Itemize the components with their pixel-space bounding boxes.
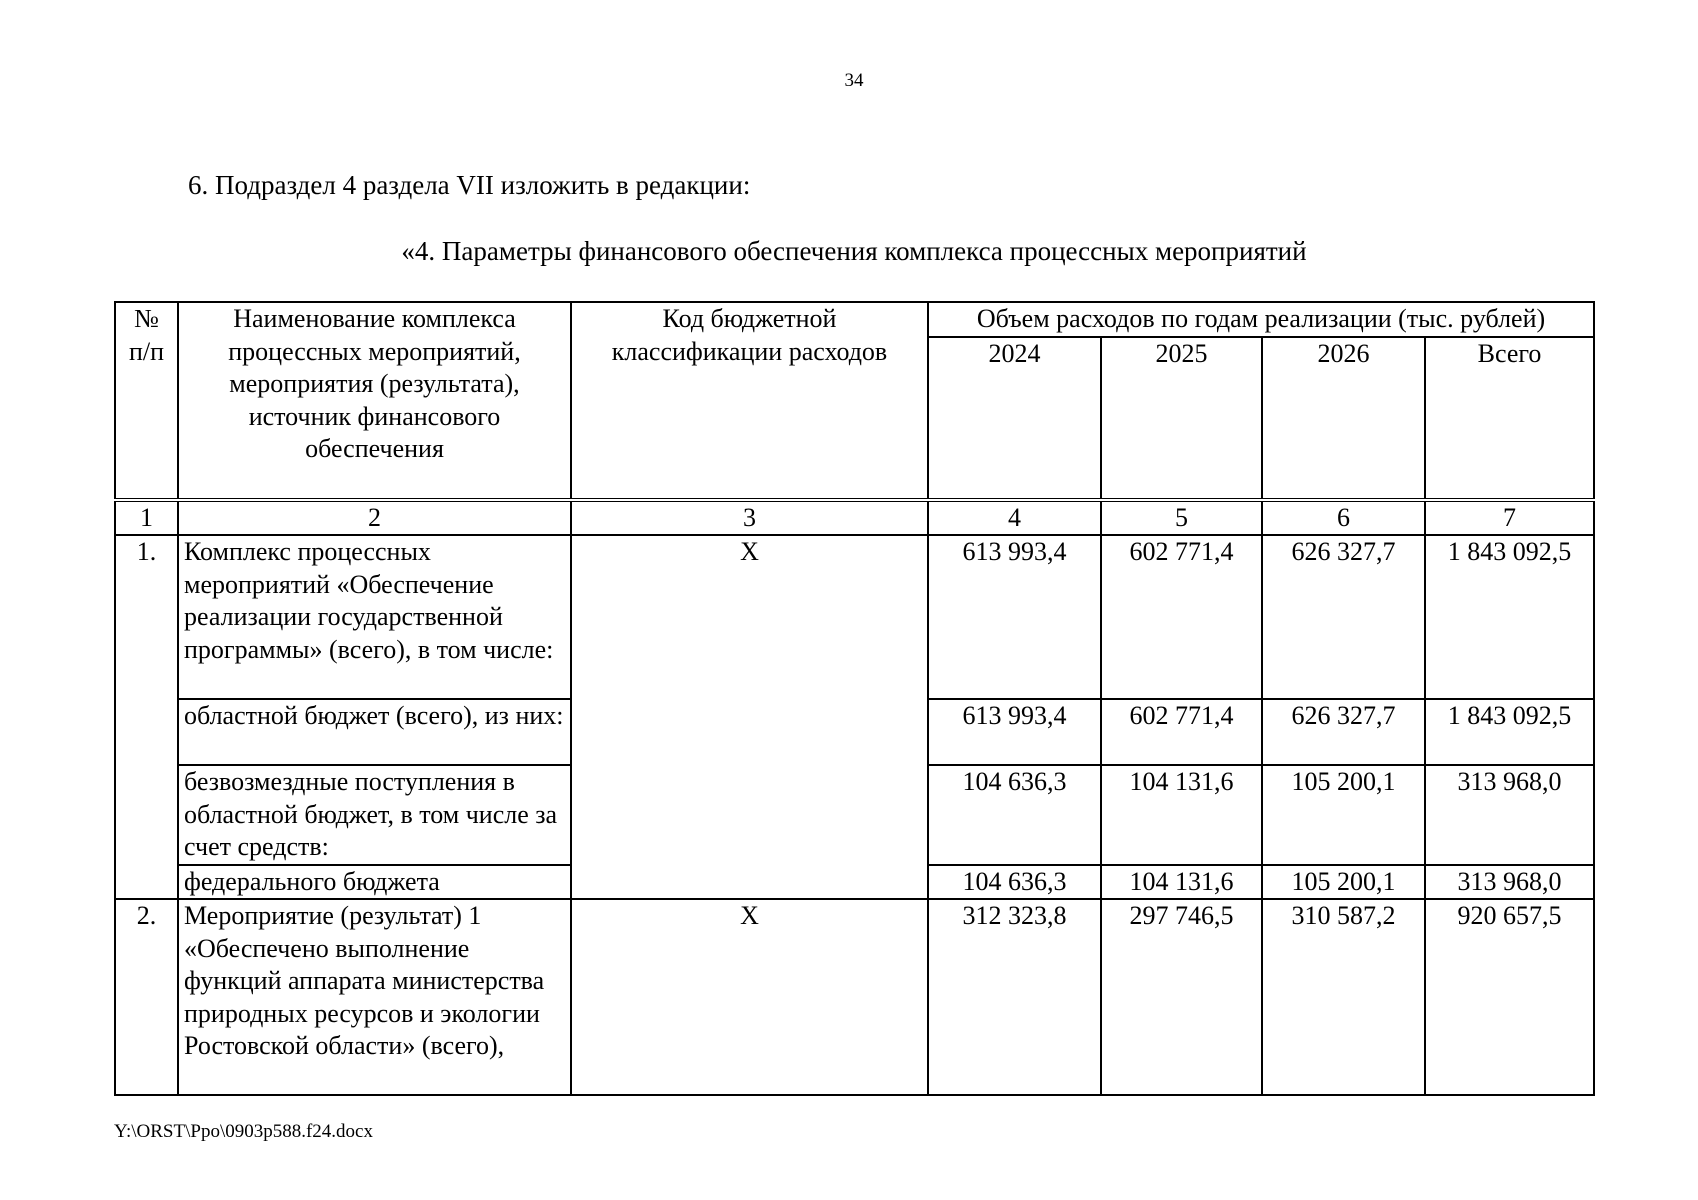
value-2025: 602 771,4 — [1101, 699, 1262, 765]
table-title: «4. Параметры финансового обеспечения комплекса процессных мероприятий — [401, 236, 1307, 266]
intro-paragraph: 6. Подраздел 4 раздела VII изложить в редакции: — [188, 170, 751, 200]
row-code: Х — [571, 535, 928, 899]
value-2026: 310 587,2 — [1262, 899, 1425, 1095]
value-2026: 105 200,1 — [1262, 765, 1425, 865]
column-number: 7 — [1425, 500, 1594, 536]
value-2024: 613 993,4 — [928, 535, 1101, 699]
value-2026: 626 327,7 — [1262, 535, 1425, 699]
value-2025: 104 131,6 — [1101, 765, 1262, 865]
table-row — [115, 899, 1594, 1095]
header-year-2026: 2026 — [1262, 337, 1425, 500]
value-total: 1 843 092,5 — [1425, 699, 1594, 765]
file-path-footer: Y:\ORST\Ppo\0903p588.f24.docx — [114, 1121, 373, 1142]
column-number: 4 — [928, 500, 1101, 536]
column-number: 6 — [1262, 500, 1425, 536]
table-row — [115, 535, 1594, 699]
row-name: безвозмездные поступления в областной бюджет, в том числе за счет средств: — [178, 765, 571, 865]
financing-table — [114, 301, 1595, 1096]
value-total: 313 968,0 — [1425, 765, 1594, 865]
header-year-2025: 2025 — [1101, 337, 1262, 500]
value-2026: 626 327,7 — [1262, 699, 1425, 765]
value-total: 313 968,0 — [1425, 865, 1594, 900]
header-volume: Объем расходов по годам реализации (тыс. рублей) — [928, 302, 1594, 337]
value-2026: 105 200,1 — [1262, 865, 1425, 900]
value-total: 1 843 092,5 — [1425, 535, 1594, 699]
row-name: Мероприятие (результат) 1 «Обеспечено выполнение функций аппарата министерства природных ресурсов и экологии Ростовской области» (всего), — [178, 899, 571, 1095]
row-name: областной бюджет (всего), из них: — [178, 699, 571, 765]
header-code: Код бюджетной классификации расходов — [571, 302, 928, 500]
value-2024: 104 636,3 — [928, 865, 1101, 900]
header-year-2024: 2024 — [928, 337, 1101, 500]
value-2024: 613 993,4 — [928, 699, 1101, 765]
column-number: 1 — [115, 500, 178, 536]
column-number: 2 — [178, 500, 571, 536]
value-2025: 297 746,5 — [1101, 899, 1262, 1095]
row-code: Х — [571, 899, 928, 1095]
row-number: 1. — [115, 535, 178, 899]
value-2024: 312 323,8 — [928, 899, 1101, 1095]
header-num: № п/п — [115, 302, 178, 500]
value-2025: 104 131,6 — [1101, 865, 1262, 900]
header-row — [115, 302, 1594, 337]
row-name: Комплекс процессных мероприятий «Обеспечение реализации государственной программы» (всего), в том числе: — [178, 535, 571, 699]
value-total: 920 657,5 — [1425, 899, 1594, 1095]
column-number: 5 — [1101, 500, 1262, 536]
column-number-row — [115, 500, 1594, 536]
column-number: 3 — [571, 500, 928, 536]
value-2024: 104 636,3 — [928, 765, 1101, 865]
page-number: 34 — [844, 70, 864, 91]
row-name: федерального бюджета — [178, 865, 571, 900]
header-total: Всего — [1425, 337, 1594, 500]
row-number: 2. — [115, 899, 178, 1095]
value-2025: 602 771,4 — [1101, 535, 1262, 699]
header-name: Наименование комплекса процессных мероприятий, мероприятия (результата), источник финансового обеспечения — [178, 302, 571, 500]
